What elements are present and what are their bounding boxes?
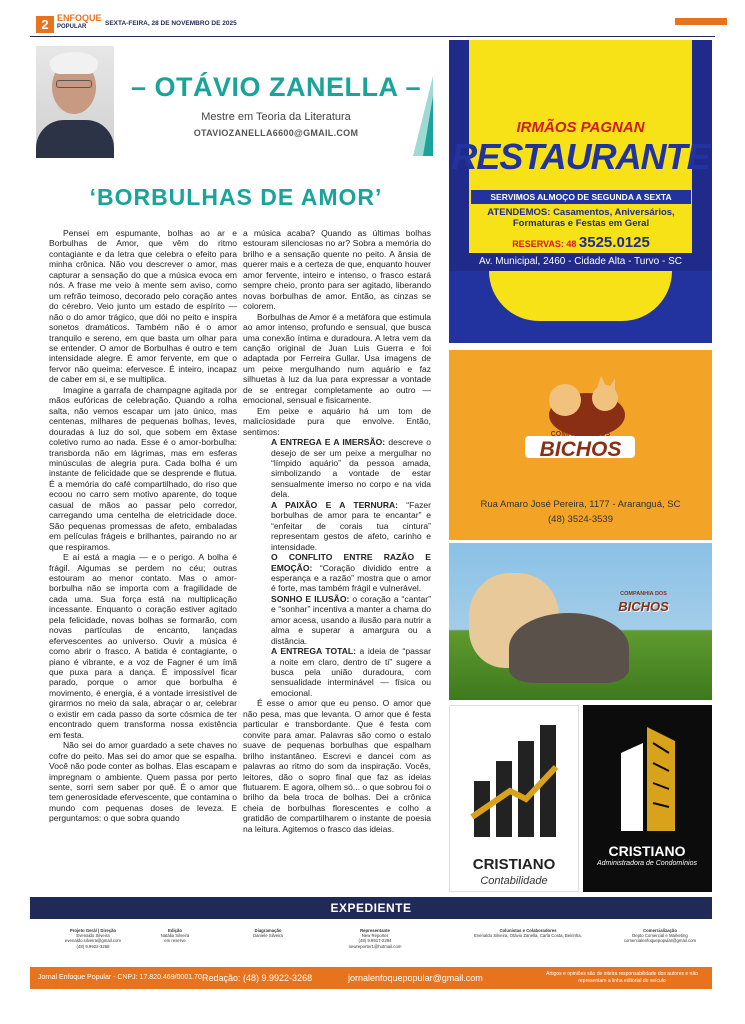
issue-date: SEXTA-FEIRA, 28 DE NOVEMBRO DE 2025 [105,20,237,27]
restaurant-address: Av. Municipal, 2460 - Cidade Alta - Turvo - SC [449,253,712,271]
page-footer [30,967,712,989]
footer-phone: Redação: (48) 9.9922-3268 [202,973,313,983]
pet-shop-company: COMPANHIA DOS [620,591,667,597]
pet-shop-photo-ad[interactable] [449,543,712,700]
author-photo [36,46,114,158]
restaurant-phone: 3525.0125 [578,234,650,251]
item-text: “Coração dividido entre a esperança e a razão” mostra que o amor é forte, mas também frágil e vulnerável. [271,562,431,594]
article-column-1 [49,228,237,824]
paragraph: Em peixe e aquário há um tom de malicíosidade pura que envolve. Então, sentimos: [243,405,431,437]
expediente-block: Diagramação Daniele Silveira [253,928,283,939]
cristiano-condominium-ad[interactable] [583,705,712,892]
restaurant-owner: IRMÃOS PAGNAN [516,119,645,136]
cristiano-accounting-ad[interactable] [449,705,579,892]
cristiano-subtitle: Administradora de Condomínios [597,860,697,867]
item-text: “Fazer borbulhas de amor para te encantar” e “enfeitar de corais tua cintura” representam gestos de afeto, carinho e intensidade. [271,499,431,552]
footer-cnpj: Jornal Enfoque Popular - CNPJ: 17.820.469/0001.70 [38,974,202,981]
expediente-block: Projeto Gerál | Direção Evenaldo Silveira evenaldo.silveira@gmail.com (48) 9.9922-3268 [65,928,121,949]
author-role: Mestre em Teoria da Literatura [201,111,351,123]
item-label: A ENTREGA E A IMERSÃO: [271,437,386,448]
article-column-2 [243,228,431,834]
restaurant-reservations: RESERVAS: 48 3525.0125 [512,234,650,251]
pet-shop-ad[interactable] [449,350,712,540]
page-header [30,14,715,36]
paragraph: a música acaba? Quando as últimas bolhas estouram silenciosas no ar? Sobra a memória do brilho e a sensação quente no peito. A ânsia de querer mais e a certeza de que, enquanto houver amor fervente, inteiro e intenso, o frasco estará sempre cheio, pronto para ser agitado, liberando novas borbulhas de amor. Então, as cinzas se colorem. [243,228,431,312]
paragraph: Pensei em espumante, bolhas ao ar e Borbulhas de Amor, que vêm do ritmo contagiante e da letra que celebra o efeito para minha crônica. Não vou descrever o amor, mas capturar a sensação do que a música evoca em nós. A frase me veio à mente sem aviso, como um refrão teimoso, decorado pelo coração antes do cérebro. Veio junto um estado de espírito — não o do amor trágico, que dói no peito e inspira sonetos dramáticos. Também não é o amor tranquilo e sereno, em que basta um olhar para se entender. O amor de Borbulhas é outro e tem intensidade alegre. É amor fervente, em que o fervor não queima: efervesce. É inteiro, incapaz de caber em si, e se multiplica. [49,228,237,385]
expediente-block: Colunistas e Colaboradores Evenaldo Silveira, Otávio Zanella, Carla Costa, Beirinha. [474,928,582,939]
paragraph: É esse o amor que eu penso. O amor que não pesa, mas que levanta. O amor que é festa particular e transbordante. Que é festa com convite para amar. Palavras são como o estalo suave de pequenas borbulhas que espalham brilho instantâneo. Escrevi e dancei com as palavras ao ritmo do som da inspiração. Vocês, leitores, dão o sopro final que faz as ideias flutuarem. E agora, olhem só... o que sobrou foi o brilho da bela troca de bolhas. Dei a crônica cheia de borbulhas florescentes e colho a gratidão de compartilharem o instante de poesia na leitura. Agitemos o frasco das ideias. [243,698,431,834]
article-title: ‘BORBULHAS DE AMOR’ [89,184,383,210]
header-divider [30,36,715,37]
paragraph: E aí está a magia — e o perigo. A bolha é frágil. Algumas se perdem no céu; outras estouram ao menor contato. Mas o amor-borbulha não se importa com a fragilidade de cada uma. Sua força está na multiplicação incessante. Enquanto o coração estiver agitado pela felicidade, novas bolhas se formarão, com novas partículas de encanto, lançadas efervescentes ao universo. Ouvir a música é como abrir o frasco. A batida é contagiante, o piano é vibrante, e a voz de Fagner é um ímã que puxa para a dança. É impossível ficar parado, porque o amor que borbulha é movimento, é energia, é a vontade irresistível de girarmos no meio da sala, abraçar o ar, celebrar o existir em cada passo da sorte cósmica de ter encontrado quem transforma nossa existência em festa. [49,552,237,740]
paragraph: Borbulhas de Amor é a metáfora que estimula ao amor intenso, profundo e sensual, que busca uma conexão íntima e duradoura. A letra vem da canção original de Juan Luis Guerra e foi adaptada por Ferreira Gullar. Usa imagens de um peixe mergulhando num aquário e faz silhuetas à luz da lua para expressar a vontade de se entregar completamente ao outro — emocional, sensual e fisicamente. [243,311,431,406]
list-item [243,552,431,594]
item-label: A PAIXÃO E A TERNURA: [271,499,399,510]
building-logo-icon [613,723,683,833]
expediente-block: Representante New Reporter (48) 9.9917-2294 newreporter1@hotmail.com [348,928,402,949]
author-email: OTAVIOZANELLA6600@GMAIL.COM [193,128,359,138]
list-item [243,594,431,646]
restaurant-ad-footer [449,271,712,343]
expediente-title: EXPEDIENTE [30,897,712,919]
pet-shop-phone: (48) 3524-3539 [548,514,613,525]
paragraph: Imagine a garrafa de champagne agitada por mãos eufóricas de celebração. Quando a rolha salta, não vemos escapar um jato único, mas centenas, milhares de pequenas bolhas, leves, douradas à luz do sol, que sobem em êxtase coletivo rumo ao nada. Esse é o amor-borbulha: transborda não em lágrimas, mas em esferas minúsculas de alegria pura. Cada bolha é um instante de felicidade que se desprende e flutua. É a memória do café compartilhado, do riso que ecoou no carro sem motivo aparente, do toque casual de mãos ao passar pelo corredor, carregando uma centelha de eletricidade doce. São pequenas promessas de afeto, embaladas em películas frágeis e brilhantes, pairando no ar que respiramos. [49,384,237,552]
list-item [243,437,431,500]
cristiano-name: CRISTIANO [608,843,686,859]
item-label: A ENTREGA TOTAL: [271,646,356,657]
cristiano-subtitle: Contabilidade [480,875,548,887]
item-label: SONHO E ILUSÃO: [271,593,350,604]
item-text: o coração a “cantar” e “sonhar” incentiva a manter a chama do amor acesa, usando a ilusão para nutrir a alma e superar a amargura ou a distância. [271,593,431,646]
restaurant-service: SERVIMOS ALMOÇO DE SEGUNDA A SEXTA [471,190,691,204]
item-text: descreve o desejo de ser um peixe a mergulhar no “límpido aquário” da pessoa amada, simbolizando a vontade de estar sensualmente imerso no corpo e na vida dela. [271,437,431,500]
pet-shop-address: Rua Amaro José Pereira, 1177 - Araranguá, SC [480,499,681,510]
list-item [243,500,431,552]
pet-shop-company: COMPANHIA DOS [550,431,611,438]
pet-shop-name: BICHOS [539,438,622,461]
list-item [243,646,431,698]
page-number: 2 [36,16,54,33]
decorative-stripe [405,76,433,156]
footer-email[interactable]: jornalenfoquepopular@gmail.com [348,973,483,983]
cat-image [509,613,629,683]
brand-name: ENFOQUE [57,13,102,23]
footer-disclaimer: Artigos e opiniões são de inteira responsabilidade dos autores e não representam a linha editorial do veículo [546,971,698,984]
restaurant-events: ATENDEMOS: Casamentos, Aniversários, Formaturas e Festas em Geral [487,207,675,229]
item-text: a ideia de “passar a noite em claro, dentro de ti” sugere a busca pela união duradoura, com sensualidade interminável — física ou emocional. [271,646,431,698]
brand-subtitle: POPULAR [57,24,87,30]
item-label: O CONFLITO ENTRE RAZÃO E EMOÇÃO: [271,552,431,573]
expediente-block: Edição Natália Silveira em reserve [160,928,190,944]
cristiano-name: CRISTIANO [472,856,556,873]
pet-shop-name: BICHOS [618,599,669,614]
paragraph: Não sei do amor guardado a sete chaves no cofre do peito. Mas sei do amor que se espalha. Você não pode conter as bolhas. Elas escapam e impregnam o ambiente. Quem passa por perto sente, sorri sem saber por quê. É o amor que tem generosidade efervescente, que contamina o mundo com pequenas doses de leveza. E perguntamos: o que sobra quando [49,740,237,824]
author-name: – OTÁVIO ZANELLA – [130,72,422,102]
restaurant-ad[interactable] [449,40,712,343]
header-accent-bar [675,18,727,25]
expediente-block: Comercialização Depto Comercial e Marketing comercialenfoquepopular@gmail.com [623,928,697,944]
bar-chart-logo-icon [470,721,560,841]
restaurant-name: RESTAURANTE [451,136,710,177]
